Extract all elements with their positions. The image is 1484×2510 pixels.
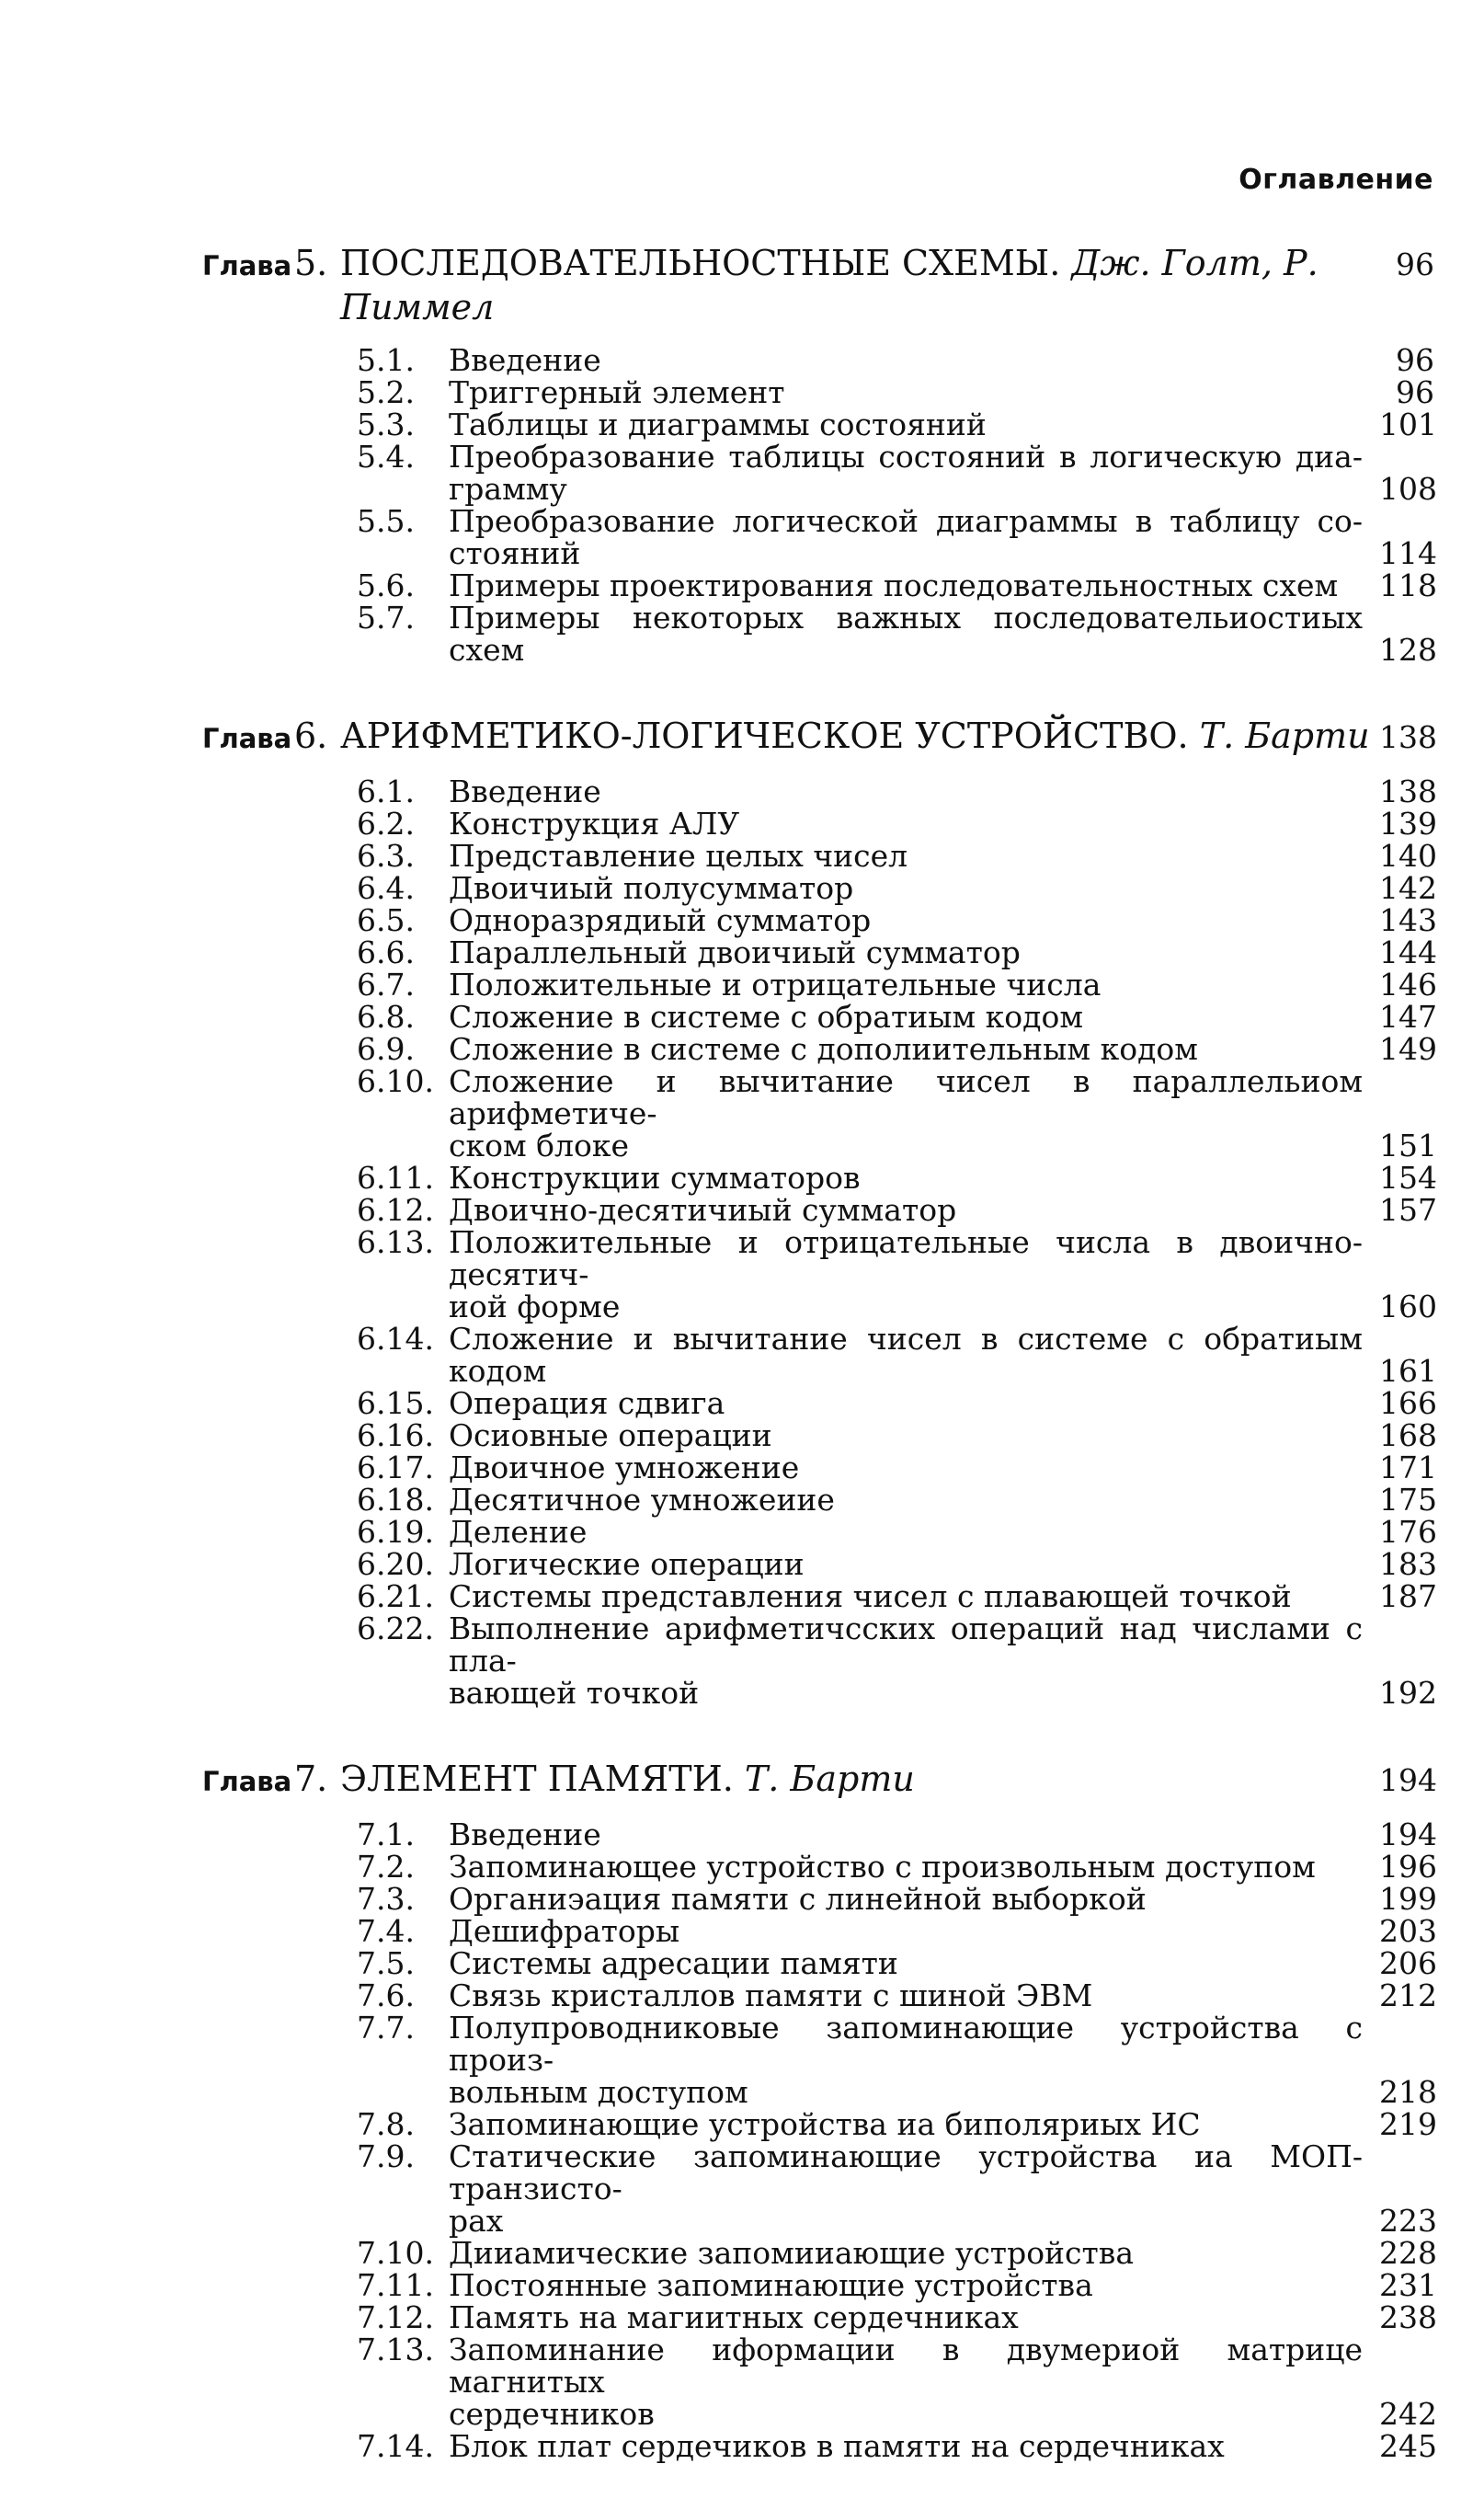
chapter-number: 6. bbox=[294, 716, 328, 756]
section-title bbox=[449, 1226, 1379, 1323]
section-title-line: Одноразрядиый сумматор bbox=[449, 902, 872, 938]
section-title-line: Системы адресации памяти bbox=[449, 1945, 898, 1981]
toc-entry bbox=[202, 1514, 1437, 1550]
section-page-number: 187 bbox=[1379, 1578, 1437, 1614]
chapter-block bbox=[202, 714, 1437, 1711]
section-title-line: Память на магиитных сердечниках bbox=[449, 2299, 1019, 2335]
section-title-line: Введение bbox=[449, 1817, 601, 1852]
section-title-line: Запоминающие устройства иа биполяриых ИС bbox=[449, 2106, 1201, 2142]
section-page-number: 242 bbox=[1379, 2396, 1437, 2432]
section-title bbox=[449, 1612, 1379, 1709]
toc-entry bbox=[202, 2332, 1437, 2432]
section-page-number: 212 bbox=[1379, 1977, 1437, 2013]
section-page-number: 231 bbox=[1379, 2267, 1437, 2303]
chapter-page-number: 96 bbox=[1396, 246, 1434, 282]
toc-entry bbox=[202, 2299, 1437, 2335]
section-title-line: вающей точкой bbox=[449, 1675, 700, 1711]
toc-entry bbox=[202, 1417, 1437, 1453]
section-number: 5.7. bbox=[357, 600, 415, 636]
chapter-title-text: ЭЛЕМЕНТ ПАМЯТИ. bbox=[340, 1759, 734, 1799]
section-title-line: вольным доступом bbox=[449, 2074, 748, 2110]
section-title-line: Положительные и отрицательные числа bbox=[449, 967, 1102, 1003]
section-title bbox=[449, 1851, 1379, 1883]
toc-entry bbox=[202, 344, 1434, 376]
section-title-line: сердечников bbox=[449, 2396, 655, 2432]
section-title-line: Осиовные операции bbox=[449, 1417, 772, 1453]
section-title-line: Дешифраторы bbox=[449, 1913, 680, 1949]
section-number: 6.7. bbox=[357, 967, 415, 1003]
toc-entry bbox=[202, 2428, 1437, 2464]
section-title-line: Десятичное умножеиие bbox=[449, 1482, 835, 1518]
section-page-number: 192 bbox=[1379, 1675, 1437, 1711]
section-title bbox=[449, 2301, 1379, 2333]
toc-entry bbox=[202, 774, 1437, 809]
section-title bbox=[449, 1033, 1379, 1065]
section-title bbox=[449, 1516, 1379, 1548]
section-page-number: 146 bbox=[1379, 967, 1437, 1003]
toc-entry bbox=[202, 1160, 1437, 1196]
section-title bbox=[449, 1580, 1379, 1612]
section-title bbox=[449, 2237, 1379, 2269]
section-number: 6.11. bbox=[357, 1160, 434, 1196]
section-number: 6.3. bbox=[357, 838, 415, 874]
section-number: 5.2. bbox=[357, 374, 415, 410]
section-title bbox=[449, 936, 1379, 968]
section-title-line: Двоично-десятичиый сумматор bbox=[449, 1192, 957, 1228]
section-title bbox=[449, 1451, 1379, 1484]
chapter-heading bbox=[202, 241, 1434, 329]
toc-entry bbox=[202, 1321, 1437, 1389]
section-page-number: 203 bbox=[1379, 1913, 1437, 1949]
toc-entry bbox=[202, 999, 1437, 1035]
chapter-block bbox=[202, 1757, 1437, 2464]
section-title-line: Запоминающее устройство с произвольным доступом bbox=[449, 1849, 1316, 1885]
chapter-authors: Дж. Голт, Р. Пиммел bbox=[340, 243, 1318, 327]
section-title bbox=[449, 569, 1379, 602]
chapter-title bbox=[340, 1757, 1379, 1801]
section-number: 5.1. bbox=[357, 342, 415, 378]
section-number: 6.13. bbox=[357, 1224, 434, 1260]
section-number: 6.17. bbox=[357, 1450, 434, 1485]
toc-entry bbox=[202, 600, 1437, 668]
section-number: 7.5. bbox=[357, 1945, 415, 1981]
section-number: 7.1. bbox=[357, 1817, 415, 1852]
section-number: 5.3. bbox=[357, 407, 415, 442]
section-page-number: 142 bbox=[1379, 870, 1437, 906]
section-title-line: Выполнение арифметичсских операций над числами с пла- bbox=[449, 1610, 1363, 1679]
section-title-line: Таблицы и диаграммы состояний bbox=[449, 407, 987, 442]
section-title bbox=[449, 808, 1379, 840]
section-page-number: 176 bbox=[1379, 1514, 1437, 1550]
section-title-line: Введение bbox=[449, 342, 601, 378]
section-title-line: Логические операции bbox=[449, 1546, 805, 1582]
section-title bbox=[449, 1194, 1379, 1226]
section-title-line: Полупроводниковые запоминающие устройства с произ- bbox=[449, 2010, 1363, 2078]
section-title-line: Сложение в системе с дополиительным кодом bbox=[449, 1031, 1198, 1067]
chapter-block bbox=[202, 241, 1437, 668]
toc-entry bbox=[202, 1881, 1437, 1917]
section-number: 7.6. bbox=[357, 1977, 415, 2013]
section-title-line: Двоичиый полусумматор bbox=[449, 870, 854, 906]
section-title bbox=[449, 1323, 1379, 1387]
chapter-title bbox=[340, 241, 1379, 329]
section-number: 6.5. bbox=[357, 902, 415, 938]
section-number: 5.6. bbox=[357, 567, 415, 603]
section-page-number: 114 bbox=[1379, 535, 1437, 571]
toc-entry bbox=[202, 1063, 1437, 1163]
chapter-label: Глава bbox=[202, 1766, 292, 1797]
section-title-line: Положительные и отрицательные числа в двоично-десятич- bbox=[449, 1224, 1363, 1292]
section-title-line: ском блоке bbox=[449, 1128, 629, 1163]
table-of-contents bbox=[202, 241, 1437, 2510]
section-title-line: грамму bbox=[449, 471, 567, 507]
section-number: 6.10. bbox=[357, 1063, 434, 1099]
section-page-number: 218 bbox=[1379, 2074, 1437, 2110]
section-page-number: 151 bbox=[1379, 1128, 1437, 1163]
section-page-number: 223 bbox=[1379, 2203, 1437, 2239]
section-title bbox=[449, 1001, 1379, 1033]
section-page-number: 147 bbox=[1379, 999, 1437, 1035]
section-title bbox=[449, 2269, 1379, 2301]
section-number: 6.6. bbox=[357, 934, 415, 970]
chapter-page-number: 194 bbox=[1379, 1762, 1437, 1798]
section-title bbox=[449, 1883, 1379, 1915]
toc-entry bbox=[202, 1849, 1437, 1885]
running-header: Оглавление bbox=[1239, 164, 1433, 196]
section-title-line: Преобразование логической диаграммы в таблицу со- bbox=[449, 503, 1363, 539]
section-title bbox=[449, 904, 1379, 936]
section-title-line: Конструкция АЛУ bbox=[449, 806, 740, 842]
section-page-number: 128 bbox=[1379, 632, 1437, 668]
section-number: 7.9. bbox=[357, 2138, 415, 2174]
toc-entry bbox=[202, 1913, 1437, 1949]
section-page-number: 154 bbox=[1379, 1160, 1437, 1196]
section-page-number: 228 bbox=[1379, 2235, 1437, 2271]
section-number: 7.10. bbox=[357, 2235, 434, 2271]
toc-entry bbox=[202, 1192, 1437, 1228]
toc-entry bbox=[202, 1817, 1437, 1852]
section-number: 7.3. bbox=[357, 1881, 415, 1917]
section-page-number: 139 bbox=[1379, 806, 1437, 842]
section-number: 5.4. bbox=[357, 439, 415, 475]
section-number: 6.8. bbox=[357, 999, 415, 1035]
section-title bbox=[449, 1548, 1379, 1580]
section-title bbox=[449, 376, 1379, 408]
section-number: 7.8. bbox=[357, 2106, 415, 2142]
section-title bbox=[449, 1915, 1379, 1947]
section-number: 6.2. bbox=[357, 806, 415, 842]
chapter-number: 7. bbox=[294, 1759, 328, 1799]
section-page-number: 219 bbox=[1379, 2106, 1437, 2142]
section-page-number: 199 bbox=[1379, 1881, 1437, 1917]
section-title-line: Сложение в системе с обратиым кодом bbox=[449, 999, 1084, 1035]
section-page-number: 161 bbox=[1379, 1353, 1437, 1389]
toc-entry bbox=[202, 1977, 1437, 2013]
toc-entry bbox=[202, 1546, 1437, 1582]
toc-entry bbox=[202, 934, 1437, 970]
section-page-number: 138 bbox=[1379, 774, 1437, 809]
chapter-title-text: АРИФМЕТИКО-ЛОГИЧЕСКОЕ УСТРОЙСТВО. bbox=[340, 716, 1189, 756]
section-title bbox=[449, 1387, 1379, 1419]
section-title bbox=[449, 2333, 1379, 2430]
section-page-number: 118 bbox=[1379, 567, 1437, 603]
toc-entry bbox=[202, 806, 1437, 842]
section-number: 6.15. bbox=[357, 1385, 434, 1421]
section-page-number: 166 bbox=[1379, 1385, 1437, 1421]
section-title-line: Триггерный элемент bbox=[449, 374, 785, 410]
section-number: 6.4. bbox=[357, 870, 415, 906]
section-title bbox=[449, 1065, 1379, 1162]
section-title bbox=[449, 344, 1379, 376]
section-title-line: иой форме bbox=[449, 1289, 621, 1324]
chapter-authors: Т. Барти bbox=[744, 1759, 915, 1799]
section-title-line: Преобразование таблицы состояний в логическую диа- bbox=[449, 439, 1363, 475]
section-number: 6.14. bbox=[357, 1321, 434, 1357]
section-number: 7.13. bbox=[357, 2332, 434, 2367]
toc-entry bbox=[202, 1031, 1437, 1067]
chapter-title-text: ПОСЛЕДОВАТЕЛЬНОСТНЫЕ СХЕМЫ. bbox=[340, 243, 1061, 283]
section-page-number: 168 bbox=[1379, 1417, 1437, 1453]
section-number: 6.20. bbox=[357, 1546, 434, 1582]
toc-entry bbox=[202, 1385, 1437, 1421]
section-number: 6.12. bbox=[357, 1192, 434, 1228]
section-title-line: Дииамические запомииающие устройства bbox=[449, 2235, 1135, 2271]
section-page-number: 96 bbox=[1396, 374, 1434, 410]
section-title bbox=[449, 968, 1379, 1001]
section-page-number: 96 bbox=[1396, 342, 1434, 378]
section-page-number: 238 bbox=[1379, 2299, 1437, 2335]
toc-entry bbox=[202, 2010, 1437, 2110]
section-number: 5.5. bbox=[357, 503, 415, 539]
section-title-line: Примеры некоторых важных последовательиостиых схем bbox=[449, 600, 1363, 668]
section-page-number: 245 bbox=[1379, 2428, 1437, 2464]
section-title-line: Примеры проектирования последовательностных схем bbox=[449, 567, 1339, 603]
section-number: 6.9. bbox=[357, 1031, 415, 1067]
section-title bbox=[449, 1818, 1379, 1851]
section-page-number: 149 bbox=[1379, 1031, 1437, 1067]
toc-entry bbox=[202, 1945, 1437, 1981]
section-page-number: 206 bbox=[1379, 1945, 1437, 1981]
section-title-line: Сложение и вычитание чисел в параллельиом арифметиче- bbox=[449, 1063, 1363, 1131]
section-title bbox=[449, 1979, 1379, 2011]
section-title bbox=[449, 840, 1379, 872]
section-title-line: стояний bbox=[449, 535, 581, 571]
section-title-line: Двоичное умножение bbox=[449, 1450, 800, 1485]
section-number: 6.19. bbox=[357, 1514, 434, 1550]
toc-entry bbox=[202, 439, 1437, 507]
toc-entry bbox=[202, 967, 1437, 1003]
toc-entry bbox=[202, 1610, 1437, 1711]
chapter-page-number: 138 bbox=[1379, 719, 1437, 755]
section-number: 7.11. bbox=[357, 2267, 434, 2303]
chapter-label: Глава bbox=[202, 250, 292, 281]
toc-entry bbox=[202, 1578, 1437, 1614]
section-title bbox=[449, 1162, 1379, 1194]
section-number: 6.21. bbox=[357, 1578, 434, 1614]
section-title-line: Органиэация памяти с линейной выборкой bbox=[449, 1881, 1147, 1917]
section-number: 7.4. bbox=[357, 1913, 415, 1949]
section-page-number: 196 bbox=[1379, 1849, 1437, 1885]
section-page-number: 143 bbox=[1379, 902, 1437, 938]
section-title bbox=[449, 408, 1379, 441]
section-number: 7.2. bbox=[357, 1849, 415, 1885]
section-number: 6.22. bbox=[357, 1610, 434, 1646]
section-title-line: Статические запоминающие устройства иа МОП-транзисто- bbox=[449, 2138, 1363, 2206]
section-title bbox=[449, 775, 1379, 808]
section-page-number: 183 bbox=[1379, 1546, 1437, 1582]
toc-entry bbox=[202, 376, 1434, 408]
chapter-title bbox=[340, 714, 1379, 758]
toc-entry bbox=[202, 2106, 1437, 2142]
section-page-number: 108 bbox=[1379, 471, 1437, 507]
section-title-line: Операция сдвига bbox=[449, 1385, 725, 1421]
section-title-line: Связь кристаллов памяти с шиной ЭВМ bbox=[449, 1977, 1093, 2013]
section-page-number: 194 bbox=[1379, 1817, 1437, 1852]
toc-entry bbox=[202, 2267, 1437, 2303]
section-title bbox=[449, 872, 1379, 904]
section-page-number: 140 bbox=[1379, 838, 1437, 874]
section-page-number: 144 bbox=[1379, 934, 1437, 970]
section-title bbox=[449, 2011, 1379, 2108]
section-page-number: 171 bbox=[1379, 1450, 1437, 1485]
chapter-authors: Т. Барти bbox=[1199, 716, 1370, 756]
section-title bbox=[449, 1484, 1379, 1516]
section-page-number: 157 bbox=[1379, 1192, 1437, 1228]
section-title-line: Запоминание иформации в двумериой матрице магнитых bbox=[449, 2332, 1363, 2400]
section-page-number: 101 bbox=[1379, 407, 1437, 442]
section-number: 7.14. bbox=[357, 2428, 434, 2464]
toc-entry bbox=[202, 1450, 1437, 1485]
section-title-line: Параллельный двоичиый сумматор bbox=[449, 934, 1021, 970]
section-number: 6.1. bbox=[357, 774, 415, 809]
section-title bbox=[449, 602, 1379, 666]
toc-entry bbox=[202, 838, 1437, 874]
section-title-line: рах bbox=[449, 2203, 504, 2239]
section-number: 6.18. bbox=[357, 1482, 434, 1518]
toc-entry bbox=[202, 503, 1437, 571]
chapter-label: Глава bbox=[202, 723, 292, 754]
section-title-line: Конструкции сумматоров bbox=[449, 1160, 861, 1196]
section-title bbox=[449, 505, 1379, 569]
section-number: 7.12. bbox=[357, 2299, 434, 2335]
toc-entry bbox=[202, 1224, 1437, 1324]
chapter-heading bbox=[202, 714, 1437, 761]
chapter-number: 5. bbox=[294, 243, 328, 283]
section-number: 6.16. bbox=[357, 1417, 434, 1453]
section-title bbox=[449, 2108, 1379, 2140]
section-title-line: Сложение и вычитание чисел в системе с обратиым кодом bbox=[449, 1321, 1363, 1389]
toc-entry bbox=[202, 407, 1437, 442]
toc-entry bbox=[202, 2138, 1437, 2239]
section-title-line: Системы представления чисел с плавающей точкой bbox=[449, 1578, 1292, 1614]
section-title bbox=[449, 1947, 1379, 1979]
section-page-number: 175 bbox=[1379, 1482, 1437, 1518]
section-title-line: Постоянные запоминающие устройства bbox=[449, 2267, 1093, 2303]
section-title-line: Блок плат сердечиков в памяти на сердечниках bbox=[449, 2428, 1225, 2464]
toc-entry bbox=[202, 1482, 1437, 1518]
section-title-line: Деление bbox=[449, 1514, 588, 1550]
section-page-number: 160 bbox=[1379, 1289, 1437, 1324]
toc-entry bbox=[202, 902, 1437, 938]
section-title bbox=[449, 2430, 1379, 2462]
section-title-line: Представление целых чисел bbox=[449, 838, 908, 874]
toc-entry bbox=[202, 870, 1437, 906]
toc-entry bbox=[202, 2235, 1437, 2271]
toc-entry bbox=[202, 567, 1437, 603]
section-number: 7.7. bbox=[357, 2010, 415, 2046]
section-title bbox=[449, 441, 1379, 505]
section-title bbox=[449, 1419, 1379, 1451]
section-title bbox=[449, 2140, 1379, 2237]
section-title-line: Введение bbox=[449, 774, 601, 809]
chapter-heading bbox=[202, 1757, 1437, 1804]
